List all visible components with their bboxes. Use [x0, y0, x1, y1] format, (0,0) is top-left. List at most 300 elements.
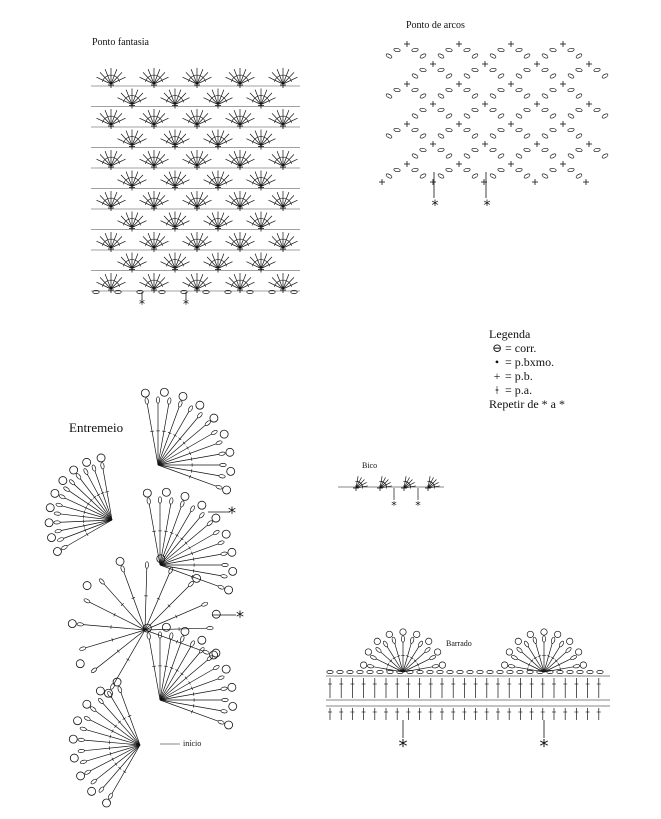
shell-stitch — [246, 130, 275, 146]
stitch-line — [261, 93, 272, 105]
chain-stitch-icon — [80, 726, 87, 731]
stitch-line — [272, 277, 283, 289]
chain-stitch-icon — [447, 670, 453, 673]
legend-item-text: = p.bxmo. — [505, 355, 555, 369]
stitch-line — [154, 154, 165, 166]
shell-stitch — [225, 232, 254, 248]
chain-stitch-icon — [463, 73, 470, 79]
chain-stitch-icon — [57, 537, 64, 542]
chain-stitch-icon — [198, 512, 205, 519]
chain-stitch-icon — [180, 635, 185, 642]
picot-stitch — [223, 486, 231, 494]
repeat-star-icon: * — [139, 297, 145, 311]
picot-stitch — [198, 501, 206, 509]
stitch-line — [160, 700, 221, 711]
shell-stitch — [246, 212, 275, 228]
stitch-line — [229, 277, 240, 289]
stitch-line — [96, 745, 140, 780]
stitch-line — [193, 704, 194, 708]
stitch-line — [164, 134, 175, 146]
chain-stitch-icon — [218, 720, 225, 725]
chain-stitch-icon — [489, 133, 496, 139]
chain-stitch-icon — [169, 633, 173, 640]
chain-stitch-icon — [156, 397, 159, 403]
single-crochet-icon — [534, 141, 540, 147]
stitch-line — [434, 485, 435, 489]
legend-repeat-note: Repetir de * a * — [489, 397, 565, 411]
chain-stitch-icon — [145, 562, 148, 568]
shell-stitch — [117, 253, 146, 269]
chain-stitch-icon — [424, 647, 431, 654]
chain-stitch-icon — [524, 148, 531, 152]
stitch-line — [240, 277, 251, 289]
chain-stitch-icon — [411, 113, 418, 119]
chain-stitch-icon — [394, 88, 401, 92]
chain-stitch-icon — [204, 420, 211, 427]
stitch-line — [111, 236, 122, 248]
chain-stitch-icon — [542, 68, 549, 72]
stitch-line — [283, 236, 294, 248]
single-crochet-icon — [586, 141, 592, 147]
single-crochet-icon — [534, 61, 540, 67]
stitch-line — [193, 692, 194, 696]
stitch-line — [84, 524, 85, 528]
chain-stitch-icon — [497, 113, 504, 119]
shell-stitch — [268, 150, 297, 166]
chain-stitch-icon — [83, 598, 90, 604]
entremeio-chart — [45, 388, 237, 807]
stitch-line — [154, 72, 165, 84]
shell-stitch — [147, 497, 229, 590]
chain-stitch-icon — [100, 462, 104, 469]
chain-stitch-icon — [91, 667, 98, 673]
stitch-line — [197, 72, 208, 84]
picot-stitch — [210, 651, 218, 659]
shell-stitch — [203, 130, 232, 146]
chain-stitch-icon — [550, 128, 557, 132]
chain-stitch-icon — [477, 670, 483, 673]
chain-stitch-icon — [498, 48, 505, 52]
shell-stitch — [182, 109, 211, 125]
chain-stitch-icon — [206, 520, 213, 527]
stitch-line — [111, 277, 122, 289]
chain-stitch-icon — [516, 168, 523, 172]
chain-stitch-icon — [567, 73, 574, 79]
chain-stitch-icon — [412, 168, 419, 172]
chain-stitch-icon — [190, 505, 196, 512]
stitch-line — [218, 175, 229, 187]
chain-stitch-icon — [158, 497, 161, 503]
single-crochet-icon — [404, 81, 410, 87]
chain-stitch-icon — [568, 128, 575, 132]
chain-stitch-icon — [437, 670, 443, 673]
chain-stitch-icon — [117, 686, 122, 693]
chain-stitch-icon — [587, 670, 593, 673]
chain-stitch-icon — [411, 153, 418, 159]
single-crochet-icon — [456, 81, 462, 87]
chain-stitch-icon — [77, 622, 84, 626]
chain-stitch-icon — [394, 168, 401, 172]
chain-stitch-icon — [557, 670, 563, 673]
chain-stitch-icon — [524, 68, 531, 72]
shell-stitch — [225, 150, 254, 166]
stitch-line — [207, 93, 218, 105]
picot-stitch — [116, 557, 124, 565]
stitch-line — [250, 93, 261, 105]
single-crochet-icon — [560, 121, 566, 127]
chain-stitch-icon — [523, 640, 529, 647]
stitch-line — [186, 113, 197, 125]
chain-stitch-icon — [367, 670, 373, 673]
stitch-line — [100, 236, 111, 248]
stitch-line — [191, 457, 192, 461]
shell-stitch — [96, 68, 125, 84]
stitch-line — [158, 465, 216, 486]
stitch-line — [283, 113, 294, 125]
stitch-line — [152, 666, 156, 667]
single-crochet-icon — [586, 61, 592, 67]
stitch-line — [229, 113, 240, 125]
picot-stitch — [83, 458, 91, 466]
chain-stitch-icon: ⊖ — [491, 341, 503, 355]
picot-stitch — [70, 754, 78, 762]
bico-title: Bico — [362, 461, 378, 470]
shell-stitch — [367, 636, 439, 672]
picot-stitch — [179, 392, 187, 400]
picot-stitch — [567, 638, 573, 644]
legend-title: Legenda — [489, 327, 531, 341]
chain-stitch-icon — [401, 636, 404, 642]
single-crochet-icon — [508, 121, 514, 127]
stitch-line — [186, 236, 197, 248]
picot-stitch — [103, 799, 111, 807]
chain-stitch-icon — [516, 128, 523, 132]
stitch-line — [143, 72, 154, 84]
stitch-line — [544, 643, 552, 672]
shell-stitch — [182, 150, 211, 166]
picot-stitch — [554, 631, 560, 637]
shell-stitch — [246, 253, 275, 269]
chain-stitch-icon — [463, 153, 470, 159]
chain-stitch-icon — [59, 494, 66, 500]
picot-stitch — [77, 772, 85, 780]
picot-stitch — [162, 488, 170, 496]
stitch-line — [207, 257, 218, 269]
chain-stitch-icon — [75, 473, 81, 480]
picot-stitch — [225, 586, 233, 594]
chain-stitch-icon — [78, 749, 85, 753]
shell-stitch — [145, 397, 227, 490]
chain-stitch-icon — [446, 48, 453, 52]
chain-stitch-icon — [570, 655, 577, 661]
repeat-star-icon: * — [391, 499, 397, 512]
shell-stitch — [508, 636, 580, 672]
chain-stitch-icon — [147, 633, 151, 640]
chain-stitch-icon — [464, 48, 471, 52]
picot-stitch — [439, 662, 445, 668]
stitch-line — [143, 236, 154, 248]
chain-stitch-icon — [213, 530, 220, 536]
picot-stitch — [196, 401, 204, 409]
stitch-line — [164, 216, 175, 228]
stitch-line — [186, 154, 197, 166]
chain-stitch-icon — [78, 738, 85, 742]
stitch-line — [229, 195, 240, 207]
single-crochet-icon — [456, 41, 462, 47]
picot-stitch — [575, 649, 581, 655]
chain-stitch-icon — [438, 108, 445, 112]
shell-stitch — [96, 150, 125, 166]
chain-stitch-icon — [218, 675, 225, 680]
picot-stitch — [222, 665, 230, 673]
chain-stitch-icon — [417, 670, 423, 673]
picot-stitch — [160, 388, 168, 396]
chain-stitch-icon — [542, 108, 549, 112]
picot-stitch — [222, 530, 230, 538]
chain-stitch-icon — [417, 640, 423, 647]
stitch-line — [197, 236, 208, 248]
chain-stitch-icon — [385, 173, 392, 179]
chain-stitch-icon — [438, 68, 445, 72]
repeat-star-icon: * — [483, 198, 491, 214]
stitch-line — [164, 175, 175, 187]
picot-stitch — [68, 620, 76, 628]
picot-stitch — [96, 687, 104, 695]
picot-stitch — [220, 430, 228, 438]
picot-stitch — [83, 700, 91, 708]
stitch-line — [149, 639, 160, 700]
picot-stitch — [48, 534, 56, 542]
chain-stitch-icon — [63, 486, 70, 492]
shell-stitch — [246, 171, 275, 187]
chain-stitch-icon — [437, 93, 444, 99]
picot-stitch — [212, 514, 220, 522]
chain-stitch-icon — [54, 521, 61, 524]
picot-stitch — [70, 466, 78, 474]
stitch-line — [240, 72, 251, 84]
chain-stitch-icon — [597, 670, 603, 673]
shell-stitch — [225, 109, 254, 125]
chain-stitch-icon — [445, 113, 452, 119]
chain-stitch-icon — [515, 73, 522, 79]
chain-stitch-icon — [516, 647, 523, 654]
shell-stitch — [268, 273, 297, 289]
stitch-line — [158, 465, 219, 476]
single-crochet-icon — [534, 101, 540, 107]
stitch-line — [283, 195, 294, 207]
chain-stitch-icon — [523, 53, 530, 59]
shell-stitch — [78, 686, 140, 800]
stitch-line — [261, 175, 272, 187]
chain-stitch-icon — [523, 93, 530, 99]
chain-stitch-icon — [575, 93, 582, 99]
stitch-line — [132, 257, 143, 269]
picot-stitch — [225, 721, 233, 729]
stitch-line — [240, 113, 251, 125]
chain-stitch-icon — [498, 168, 505, 172]
chain-stitch-icon — [337, 670, 343, 673]
chain-stitch-icon — [446, 88, 453, 92]
stitch-line — [197, 195, 208, 207]
legend-item-text: = p.b. — [505, 369, 533, 383]
chain-stitch-icon — [327, 670, 333, 673]
picot-stitch — [541, 629, 547, 635]
single-crochet-icon: + — [493, 369, 501, 383]
stitch-line — [261, 257, 272, 269]
chain-stitch-icon — [463, 113, 470, 119]
stitch-line — [207, 216, 218, 228]
stitch-line — [150, 431, 154, 432]
stitch-line — [175, 93, 186, 105]
shell-stitch — [203, 89, 232, 105]
chain-stitch-icon — [419, 53, 426, 59]
chain-stitch-icon — [507, 670, 513, 673]
single-crochet-icon — [583, 179, 589, 185]
stitch-line — [104, 584, 145, 630]
chain-stitch-icon — [489, 173, 496, 179]
stitch-line — [175, 257, 186, 269]
shell-stitch — [54, 462, 112, 550]
single-crochet-icon — [430, 179, 436, 185]
stitch-line — [229, 236, 240, 248]
chain-stitch-icon — [120, 565, 125, 572]
stitch-line — [218, 257, 229, 269]
chain-stitch-icon — [573, 664, 580, 668]
chain-stitch-icon — [213, 665, 220, 671]
picot-stitch — [527, 631, 533, 637]
chain-stitch-icon — [145, 398, 149, 405]
stitch-line — [283, 154, 294, 166]
chain-stitch-icon — [516, 88, 523, 92]
chain-stitch-icon — [550, 88, 557, 92]
single-crochet-icon — [456, 161, 462, 167]
stitch-line — [186, 195, 197, 207]
chain-stitch-icon — [84, 716, 91, 722]
shell-stitch — [182, 68, 211, 84]
chain-stitch-icon — [420, 68, 427, 72]
shell-stitch — [96, 109, 125, 125]
repeat-star-icon: * — [415, 499, 421, 512]
shell-stitch — [268, 232, 297, 248]
picot-stitch — [74, 717, 82, 725]
single-crochet-icon — [404, 121, 410, 127]
repeat-star-icon: * — [236, 607, 244, 626]
chain-stitch-icon — [601, 113, 608, 119]
repeat-star-icon: * — [398, 736, 408, 757]
stitch-line — [193, 569, 194, 573]
ponto-de-arcos-title: Ponto de arcos — [406, 20, 465, 31]
stitch-line — [207, 175, 218, 187]
picot-stitch — [181, 492, 189, 500]
chain-stitch-icon — [420, 148, 427, 152]
single-crochet-icon — [404, 161, 410, 167]
stitch-line — [250, 175, 261, 187]
shell-stitch — [182, 273, 211, 289]
stitch-line — [272, 236, 283, 248]
chain-stitch-icon — [498, 88, 505, 92]
chain-stitch-icon — [490, 148, 497, 152]
picot-stitch — [386, 631, 392, 637]
single-crochet-icon — [430, 61, 436, 67]
stitch-line — [403, 643, 411, 672]
stitch-line — [272, 195, 283, 207]
picot-stitch — [228, 548, 236, 556]
chain-stitch-icon — [577, 670, 583, 673]
chain-stitch-icon — [221, 552, 228, 556]
stitch-line — [100, 113, 111, 125]
chain-stitch-icon — [216, 440, 223, 445]
picot-stitch — [515, 638, 521, 644]
chain-stitch-icon — [218, 585, 225, 590]
picot-stitch — [229, 702, 237, 710]
chain-stitch-icon — [438, 148, 445, 152]
shell-stitch — [225, 191, 254, 207]
single-crochet-icon — [508, 81, 514, 87]
shell-stitch — [96, 191, 125, 207]
single-crochet-icon — [456, 121, 462, 127]
chain-stitch-icon — [437, 53, 444, 59]
chain-stitch-icon — [567, 113, 574, 119]
shell-stitch — [203, 253, 232, 269]
chain-stitch-icon — [567, 670, 573, 673]
ponto-de-arcos-chart — [379, 41, 609, 198]
stitch-line — [250, 216, 261, 228]
stitch-line — [410, 657, 413, 659]
chain-stitch-icon — [394, 128, 401, 132]
stitch-line — [152, 531, 156, 532]
chain-stitch-icon — [472, 148, 479, 152]
picot-stitch — [374, 638, 380, 644]
chain-stitch-icon — [168, 567, 173, 574]
chain-stitch-icon — [576, 148, 583, 152]
stitch-line — [240, 236, 251, 248]
picot-stitch — [506, 649, 512, 655]
picot-stitch — [434, 649, 440, 655]
shell-stitch — [160, 212, 189, 228]
stitch-line — [67, 520, 112, 546]
chain-stitch-icon — [446, 168, 453, 172]
shell-stitch — [182, 232, 211, 248]
stitch-line — [250, 134, 261, 146]
stitch-line — [272, 154, 283, 166]
stitch-line — [191, 469, 192, 473]
chain-stitch-icon — [471, 173, 478, 179]
stitch-line — [145, 628, 207, 630]
chain-stitch-icon — [90, 706, 97, 712]
ponto-fantasia-title: Ponto fantasia — [92, 37, 149, 48]
chain-stitch-icon — [498, 128, 505, 132]
chain-stitch-icon — [188, 405, 194, 412]
stitch-line — [218, 93, 229, 105]
chain-stitch-icon — [178, 400, 183, 407]
chain-stitch-icon — [541, 173, 548, 179]
chain-stitch-icon — [221, 574, 228, 578]
chain-stitch-icon — [567, 153, 574, 159]
chain-stitch-icon — [437, 173, 444, 179]
inicio-label: início — [183, 739, 202, 748]
chain-stitch-icon — [54, 512, 61, 516]
chain-stitch-icon — [385, 133, 392, 139]
chain-stitch-icon — [511, 655, 518, 661]
picot-stitch — [228, 683, 236, 691]
stitch-line — [536, 643, 544, 672]
stitch-line — [145, 630, 203, 651]
stitch-line — [121, 257, 132, 269]
chain-stitch-icon — [575, 53, 582, 59]
picot-stitch — [76, 660, 84, 668]
chain-stitch-icon — [542, 148, 549, 152]
chain-stitch-icon — [523, 173, 530, 179]
